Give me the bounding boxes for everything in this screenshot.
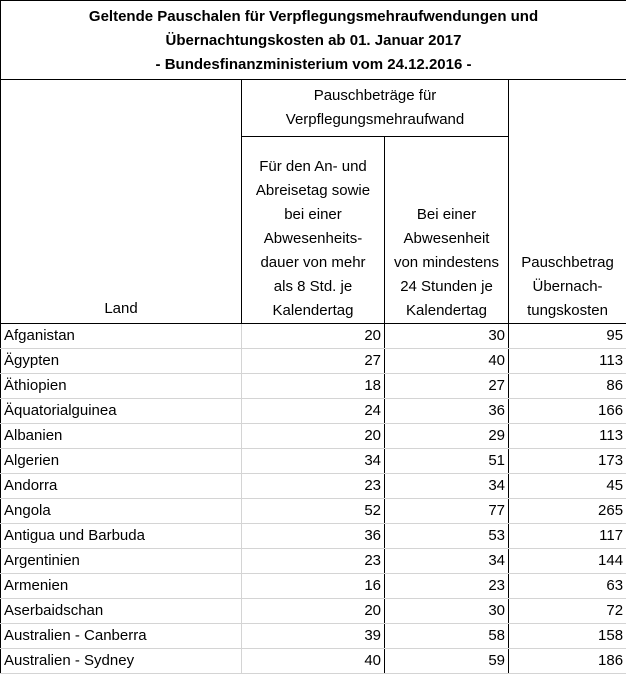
header-uebernachtung[interactable]	[509, 80, 626, 324]
cell-uebernachtung[interactable]: 173	[509, 449, 626, 474]
cell-uebernachtung[interactable]: 63	[509, 574, 626, 599]
table-body	[1, 324, 626, 674]
header-group-line-1: Pauschbeträge für	[313, 87, 437, 104]
cell-anreise[interactable]: 24	[242, 399, 385, 424]
cell-24h[interactable]: 34	[385, 549, 509, 574]
cell-land[interactable]: Antigua und Barbuda	[1, 524, 242, 549]
cell-anreise[interactable]: 23	[242, 474, 385, 499]
cell-anreise[interactable]: 16	[242, 574, 385, 599]
cell-anreise[interactable]: 39	[242, 624, 385, 649]
table-title[interactable]	[1, 1, 626, 80]
title-row	[1, 1, 626, 80]
table-row	[1, 324, 626, 349]
cell-land[interactable]: Albanien	[1, 424, 242, 449]
table-row	[1, 599, 626, 624]
cell-land[interactable]: Argentinien	[1, 549, 242, 574]
cell-land[interactable]: Ägypten	[1, 349, 242, 374]
cell-uebernachtung[interactable]: 117	[509, 524, 626, 549]
table-row	[1, 524, 626, 549]
cell-uebernachtung[interactable]: 265	[509, 499, 626, 524]
cell-anreise[interactable]: 20	[242, 324, 385, 349]
table-row	[1, 549, 626, 574]
cell-anreise[interactable]: 40	[242, 649, 385, 674]
cell-land[interactable]: Angola	[1, 499, 242, 524]
cell-uebernachtung[interactable]: 45	[509, 474, 626, 499]
cell-land[interactable]: Äthiopien	[1, 374, 242, 399]
cell-24h[interactable]: 30	[385, 599, 509, 624]
header-24h-line-3: von mindestens	[393, 254, 500, 271]
cell-land[interactable]: Australien - Sydney	[1, 649, 242, 674]
header-anreise-line-1: Für den An- und	[259, 158, 367, 175]
cell-uebernachtung[interactable]: 113	[509, 349, 626, 374]
title-line-3: - Bundesfinanzministerium vom 24.12.2016 -	[155, 56, 472, 73]
table-row	[1, 449, 626, 474]
cell-land[interactable]: Armenien	[1, 574, 242, 599]
header-24h-line-1: Bei einer	[416, 206, 477, 223]
cell-land[interactable]: Australien - Canberra	[1, 624, 242, 649]
cell-land[interactable]: Algerien	[1, 449, 242, 474]
header-anreise-line-4: Abwesenheits-	[263, 230, 363, 247]
header-anreise-line-6: als 8 Std. je	[273, 278, 353, 295]
cell-anreise[interactable]: 20	[242, 599, 385, 624]
cell-land[interactable]: Aserbaidschan	[1, 599, 242, 624]
cell-24h[interactable]: 58	[385, 624, 509, 649]
table-row	[1, 349, 626, 374]
header-anreise-line-2: Abreisetag sowie	[255, 182, 371, 199]
title-line-2: Übernachtungskosten ab 01. Januar 2017	[165, 32, 462, 49]
header-uebernachtung-line-2: Übernach-	[532, 278, 603, 295]
table-row	[1, 649, 626, 674]
cell-anreise[interactable]: 34	[242, 449, 385, 474]
table-row	[1, 499, 626, 524]
header-row-1	[1, 80, 626, 137]
cell-uebernachtung[interactable]: 144	[509, 549, 626, 574]
cell-uebernachtung[interactable]: 186	[509, 649, 626, 674]
cell-24h[interactable]: 59	[385, 649, 509, 674]
table-row	[1, 399, 626, 424]
cell-uebernachtung[interactable]: 86	[509, 374, 626, 399]
header-24h[interactable]	[385, 137, 509, 324]
table-row	[1, 474, 626, 499]
cell-land[interactable]: Afganistan	[1, 324, 242, 349]
cell-anreise[interactable]: 20	[242, 424, 385, 449]
table-row	[1, 624, 626, 649]
cell-anreise[interactable]: 23	[242, 549, 385, 574]
cell-24h[interactable]: 51	[385, 449, 509, 474]
cell-24h[interactable]: 29	[385, 424, 509, 449]
cell-uebernachtung[interactable]: 113	[509, 424, 626, 449]
title-line-1: Geltende Pauschalen für Verpflegungsmehraufwendungen und	[88, 8, 539, 25]
cell-24h[interactable]: 53	[385, 524, 509, 549]
header-anreise-line-7: Kalendertag	[272, 302, 354, 319]
header-anreise-line-5: dauer von mehr	[260, 254, 366, 271]
header-24h-line-5: Kalendertag	[406, 302, 487, 319]
cell-24h[interactable]: 27	[385, 374, 509, 399]
cell-24h[interactable]: 23	[385, 574, 509, 599]
cell-anreise[interactable]: 27	[242, 349, 385, 374]
cell-24h[interactable]: 34	[385, 474, 509, 499]
cell-uebernachtung[interactable]: 166	[509, 399, 626, 424]
table-row	[1, 574, 626, 599]
cell-uebernachtung[interactable]: 72	[509, 599, 626, 624]
header-24h-line-4: 24 Stunden je	[400, 278, 493, 295]
cell-anreise[interactable]: 52	[242, 499, 385, 524]
cell-land[interactable]: Äquatorialguinea	[1, 399, 242, 424]
header-group-line-2: Verpflegungsmehraufwand	[285, 111, 465, 128]
cell-anreise[interactable]: 36	[242, 524, 385, 549]
header-anreise[interactable]	[242, 137, 385, 324]
header-uebernachtung-line-3: tungskosten	[527, 302, 608, 319]
header-land[interactable]: Land	[1, 80, 242, 324]
header-uebernachtung-line-1: Pauschbetrag	[521, 254, 614, 271]
header-24h-line-2: Abwesenheit	[403, 230, 490, 247]
cell-24h[interactable]: 30	[385, 324, 509, 349]
cell-24h[interactable]: 77	[385, 499, 509, 524]
cell-uebernachtung[interactable]: 95	[509, 324, 626, 349]
cell-land[interactable]: Andorra	[1, 474, 242, 499]
cell-24h[interactable]: 36	[385, 399, 509, 424]
cell-uebernachtung[interactable]: 158	[509, 624, 626, 649]
cell-anreise[interactable]: 18	[242, 374, 385, 399]
table-row	[1, 424, 626, 449]
header-anreise-line-3: bei einer	[284, 206, 342, 223]
header-group-verpflegung[interactable]	[242, 80, 509, 137]
table-row	[1, 374, 626, 399]
cell-24h[interactable]: 40	[385, 349, 509, 374]
